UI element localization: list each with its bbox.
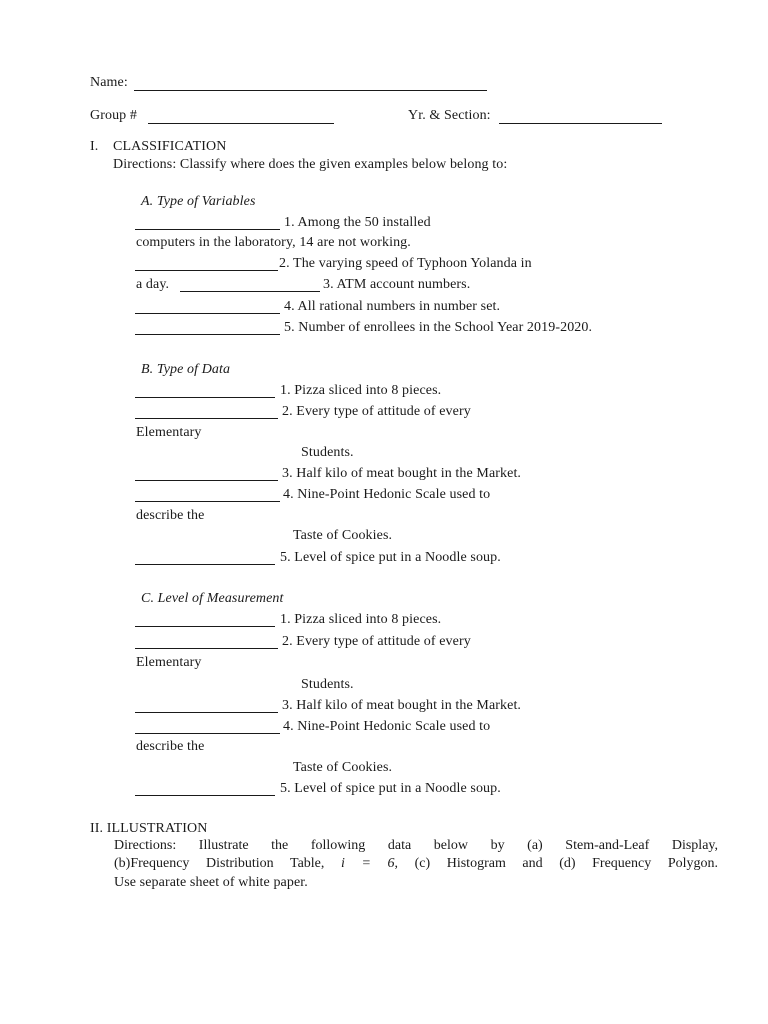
b-answer-4[interactable]	[135, 501, 280, 502]
c-answer-1[interactable]	[135, 626, 275, 627]
a-answer-1[interactable]	[135, 229, 280, 230]
part1-directions: Directions: Classify where does the given examples below belong to:	[113, 157, 508, 172]
part2-line2-a: (b)Frequency Distribution Table,	[114, 856, 325, 871]
c-item-4: 4. Nine-Point Hedonic Scale used to	[283, 719, 491, 734]
b-item-2-cont2: Students.	[301, 445, 354, 460]
a-item-2-cont: a day.	[136, 277, 170, 292]
c-item-2-cont: Elementary	[136, 655, 202, 670]
c-item-5: 5. Level of spice put in a Noodle soup.	[280, 781, 501, 796]
a-answer-5[interactable]	[135, 334, 280, 335]
a-item-4: 4. All rational numbers in number set.	[284, 299, 501, 314]
b-answer-3[interactable]	[135, 480, 278, 481]
b-item-3: 3. Half kilo of meat bought in the Market.	[282, 466, 522, 481]
section-field[interactable]	[499, 123, 662, 124]
section-b-heading: B. Type of Data	[141, 362, 231, 377]
part2-line1-text: Directions: Illustrate the following data below by (a) Stem-and-Leaf Display,	[114, 838, 718, 853]
a-item-2: 2. The varying speed of Typhoon Yolanda in	[279, 256, 532, 271]
b-answer-2[interactable]	[135, 418, 278, 419]
part2-directions-line2	[114, 855, 718, 873]
part1-numeral: I.	[90, 139, 99, 154]
c-item-2-cont2: Students.	[301, 677, 354, 692]
b-answer-1[interactable]	[135, 397, 275, 398]
section-label: Yr. & Section:	[408, 108, 491, 123]
part1-title: CLASSIFICATION	[113, 139, 227, 154]
c-item-4-cont2: Taste of Cookies.	[293, 760, 393, 775]
part2-title: II. ILLUSTRATION	[90, 821, 208, 836]
b-answer-5[interactable]	[135, 564, 275, 565]
section-c-heading: C. Level of Measurement	[141, 591, 284, 606]
c-answer-4[interactable]	[135, 733, 280, 734]
b-item-2: 2. Every type of attitude of every	[282, 404, 471, 419]
a-answer-3[interactable]	[180, 291, 320, 292]
b-item-4-cont2: Taste of Cookies.	[293, 528, 393, 543]
b-item-2-cont: Elementary	[136, 425, 202, 440]
c-item-3: 3. Half kilo of meat bought in the Market.	[282, 698, 522, 713]
c-item-2: 2. Every type of attitude of every	[282, 634, 471, 649]
section-a-heading: A. Type of Variables	[141, 194, 256, 209]
part2-class-width: i = 6	[341, 856, 395, 871]
a-answer-2[interactable]	[135, 270, 278, 271]
c-answer-5[interactable]	[135, 795, 275, 796]
part2-directions-line3: Use separate sheet of white paper.	[114, 875, 308, 890]
c-item-4-cont: describe the	[136, 739, 205, 754]
a-item-5: 5. Number of enrollees in the School Year 2019-2020.	[284, 320, 593, 335]
b-item-4-cont: describe the	[136, 508, 205, 523]
b-item-1: 1. Pizza sliced into 8 pieces.	[280, 383, 442, 398]
a-item-1-cont: computers in the laboratory, 14 are not working.	[136, 235, 411, 250]
part2-directions-line1	[114, 837, 718, 855]
a-item-1: 1. Among the 50 installed	[284, 215, 431, 230]
b-item-4: 4. Nine-Point Hedonic Scale used to	[283, 487, 491, 502]
c-answer-2[interactable]	[135, 648, 278, 649]
name-label: Name:	[90, 75, 128, 90]
part2-line2-b: , (c) Histogram and (d) Frequency Polygon.	[394, 856, 718, 871]
a-item-3: 3. ATM account numbers.	[323, 277, 471, 292]
group-label: Group #	[90, 108, 137, 123]
c-answer-3[interactable]	[135, 712, 278, 713]
name-field[interactable]	[134, 90, 487, 91]
c-item-1: 1. Pizza sliced into 8 pieces.	[280, 612, 442, 627]
group-field[interactable]	[148, 123, 334, 124]
b-item-5: 5. Level of spice put in a Noodle soup.	[280, 550, 501, 565]
a-answer-4[interactable]	[135, 313, 280, 314]
